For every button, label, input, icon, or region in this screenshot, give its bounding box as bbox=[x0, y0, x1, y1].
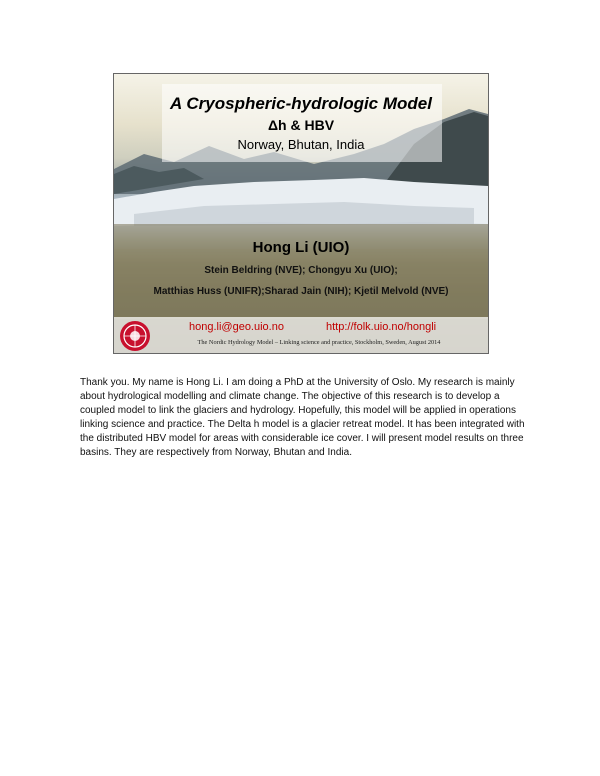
university-seal-icon bbox=[119, 320, 151, 352]
contact-url: http://folk.uio.no/hongli bbox=[326, 321, 437, 333]
slide-thumbnail bbox=[113, 73, 489, 354]
contact-email: hong.li@geo.uio.no bbox=[189, 321, 284, 333]
slide-title: A Cryospheric-hydrologic Model bbox=[170, 94, 432, 113]
coauthors-line-2: Matthias Huss (UNIFR);Sharad Jain (NIH); Kjetil Melvold (NVE) bbox=[153, 286, 449, 297]
slide-locations: Norway, Bhutan, India bbox=[237, 137, 365, 152]
slide-subtitle: Δh & HBV bbox=[267, 117, 335, 133]
presenter-name: Hong Li (UIO) bbox=[252, 239, 350, 256]
speaker-notes: Thank you. My name is Hong Li. I am doing a PhD at the University of Oslo. My research is mainly about hydrological modelling and climate change. The objective of this research is to develop a coupled model to link the glaciers and hydrology. Hopefully, this model will be applied in operations linking science and practice. The Delta h model is a glacier retreat model. It has been integrated with the distributed HBV model for areas with considerable ice cover. I will present model results on three basins. They are respectively from Norway, Bhutan and India. bbox=[80, 377, 525, 458]
conference-line: The Nordic Hydrology Model – Linking science and practice, Stockholm, Sweden, August 2014 bbox=[197, 339, 441, 346]
coauthors-line-1: Stein Beldring (NVE); Chongyu Xu (UIO); bbox=[204, 265, 398, 276]
